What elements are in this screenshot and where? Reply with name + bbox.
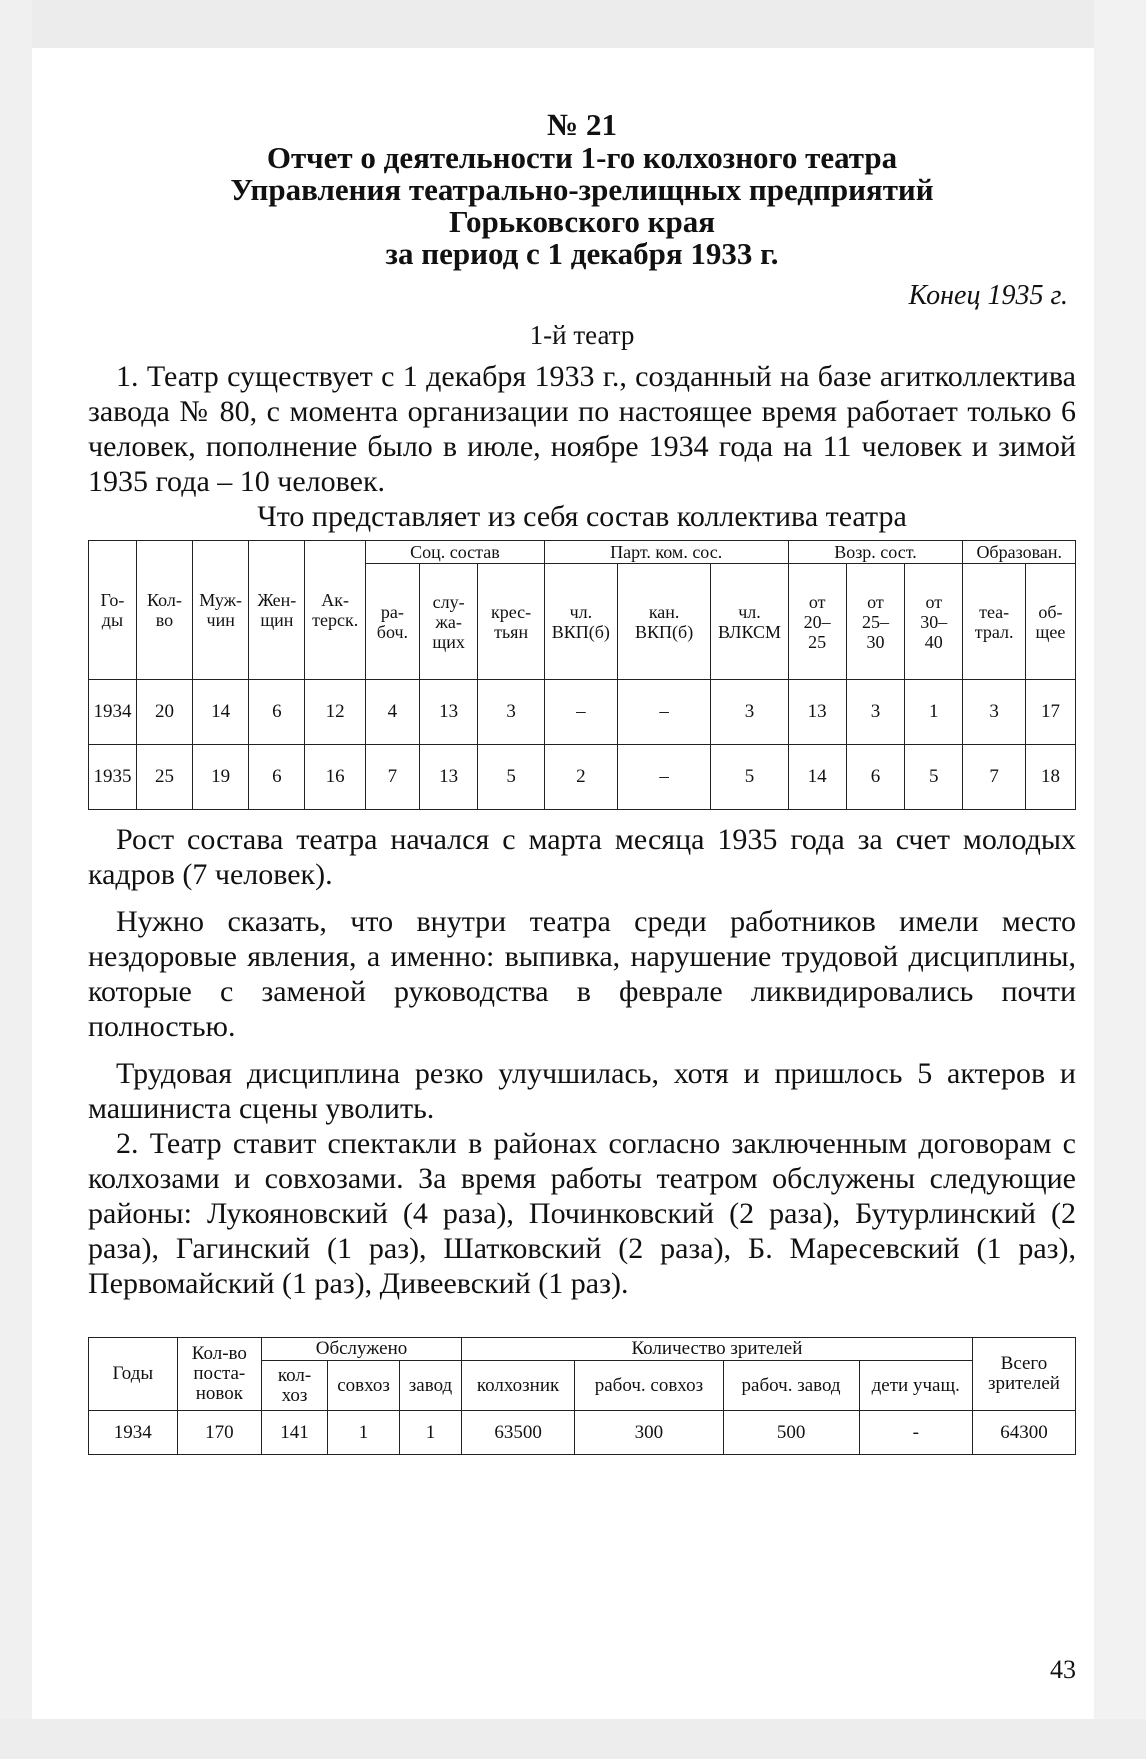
- table-cell: 1934: [89, 680, 137, 745]
- table-cell: 1: [327, 1411, 399, 1455]
- group-header-education: Образован.: [963, 541, 1076, 564]
- document-page: [88, 108, 1076, 1455]
- header-cell: от 30– 40: [905, 564, 963, 680]
- header-cell: Муж- чин: [193, 541, 249, 680]
- paragraph-5: 2. Театр ставит спектакли в районах согласно заключенным договорам с колхозами и совхозами. За время работы театром обслужены следующие районы: Лукояновский (4 раза), Починковский (2 раза), Бутурлинский (2 раза), Гагинский (1 раз), Шатковский (2 раза), Б. Маресевский (1 раз), Первомайский (1 раз), Дивеевский (1 раз).: [88, 1127, 1076, 1300]
- table-cell: 20: [136, 680, 192, 745]
- table-cell: 1935: [89, 745, 137, 810]
- table-cell: 7: [963, 745, 1025, 810]
- header-cell: дети учащ.: [859, 1361, 972, 1411]
- table-cell: 63500: [461, 1411, 574, 1455]
- header-cell: об- щее: [1025, 564, 1075, 680]
- header-cell: от 20– 25: [788, 564, 846, 680]
- table-cell: 3: [478, 680, 545, 745]
- header-cell: рабоч. завод: [723, 1361, 859, 1411]
- table-cell: 300: [575, 1411, 723, 1455]
- header-cell: рабоч. совхоз: [575, 1361, 723, 1411]
- header-cell: крес- тьян: [478, 564, 545, 680]
- table-cell: 5: [711, 745, 788, 810]
- document-number: № 21: [547, 107, 617, 142]
- group-header-age: Возр. сост.: [788, 541, 963, 564]
- table-cell: 13: [788, 680, 846, 745]
- table-row: [89, 745, 1076, 810]
- table-cell: 3: [846, 680, 904, 745]
- header-cell: чл. ВКП(б): [544, 564, 617, 680]
- table-cell: 141: [262, 1411, 328, 1455]
- table-cell: 500: [723, 1411, 859, 1455]
- header-cell: Кол- во: [136, 541, 192, 680]
- scan-margin-right: [1094, 0, 1146, 1759]
- table-cell: 12: [305, 680, 365, 745]
- table-cell: –: [617, 680, 711, 745]
- table-cell: 14: [193, 680, 249, 745]
- title-line: за период с 1 декабря 1933 г.: [385, 236, 779, 271]
- table-cell: -: [859, 1411, 972, 1455]
- table-cell: 17: [1025, 680, 1075, 745]
- table-cell: –: [544, 680, 617, 745]
- paragraph-2: Рост состава театра начался с марта месяца 1935 года за счет молодых кадров (7 человек).: [88, 823, 1076, 891]
- header-cell: Го- ды: [89, 541, 137, 680]
- staff-composition-table: [88, 540, 1076, 810]
- group-header-party: Парт. ком. сос.: [544, 541, 788, 564]
- table-cell: 64300: [972, 1411, 1075, 1455]
- table-cell: 19: [193, 745, 249, 810]
- table-cell: 18: [1025, 745, 1075, 810]
- header-cell: завод: [400, 1361, 462, 1411]
- scan-margin-bottom: [0, 1719, 1146, 1759]
- document-title: [88, 142, 1076, 270]
- header-cell: кол- хоз: [262, 1361, 328, 1411]
- performances-table: [88, 1337, 1076, 1455]
- group-header-served: Обслужено: [262, 1338, 462, 1361]
- header-cell: ра- боч.: [365, 564, 419, 680]
- table-cell: 3: [711, 680, 788, 745]
- header-cell: колхозник: [461, 1361, 574, 1411]
- table-cell: 16: [305, 745, 365, 810]
- header-cell: Всего зрителей: [972, 1338, 1075, 1411]
- table-cell: 170: [177, 1411, 261, 1455]
- paragraph-4: Трудовая дисциплина резко улучшилась, хотя и пришлось 5 актеров и машиниста сцены уволить.: [88, 1057, 1076, 1125]
- table-cell: 5: [478, 745, 545, 810]
- table-cell: 3: [963, 680, 1025, 745]
- table-cell: 1: [400, 1411, 462, 1455]
- header-cell: Жен- щин: [249, 541, 305, 680]
- table1-caption: Что представляет из себя состав коллектива театра: [257, 500, 907, 533]
- scan-margin-left: [0, 0, 32, 1759]
- header-cell: теа- трал.: [963, 564, 1025, 680]
- title-line: Горьковского края: [448, 204, 716, 239]
- table-cell: 14: [788, 745, 846, 810]
- table-cell: 1934: [89, 1411, 178, 1455]
- page-number: 43: [1050, 1655, 1076, 1684]
- table-cell: 6: [249, 680, 305, 745]
- paragraph-3: Нужно сказать, что внутри театра среди работников имели место нездоровые явления, а именно: выпивка, нарушение трудовой дисциплины, которые с заменой руководства в феврале ликвидировались почти полностью.: [88, 905, 1076, 1043]
- header-cell: Годы: [89, 1338, 178, 1411]
- header-cell: слу- жа- щих: [419, 564, 477, 680]
- section-subtitle: 1-й театр: [529, 320, 635, 350]
- table-cell: –: [617, 745, 711, 810]
- table-cell: 2: [544, 745, 617, 810]
- table-cell: 5: [905, 745, 963, 810]
- table-cell: 6: [846, 745, 904, 810]
- header-cell: Ак- терск.: [305, 541, 365, 680]
- table-cell: 7: [365, 745, 419, 810]
- header-cell: от 25– 30: [846, 564, 904, 680]
- table-cell: 25: [136, 745, 192, 810]
- table-cell: 6: [249, 745, 305, 810]
- group-header-social: Соц. состав: [365, 541, 544, 564]
- table-cell: 4: [365, 680, 419, 745]
- table-row: [89, 680, 1076, 745]
- scan-margin-top: [0, 0, 1146, 48]
- table-cell: 13: [419, 680, 477, 745]
- header-cell: кан. ВКП(б): [617, 564, 711, 680]
- header-cell: совхоз: [327, 1361, 399, 1411]
- paragraph-1: 1. Театр существует с 1 декабря 1933 г., созданный на базе агитколлектива завода № 80, с момента организации по настоящее время работает только 6 человек, пополнение было в июле, ноябре 1934 года на 11 человек и зимой 1935 года – 10 человек.: [88, 360, 1076, 498]
- document-date: Конец 1935 г.: [908, 280, 1068, 311]
- group-header-spectators: Количество зрителей: [461, 1338, 972, 1361]
- header-cell: Кол-во поста- новок: [177, 1338, 261, 1411]
- title-line: Управления театрально-зрелищных предприятий: [230, 172, 934, 207]
- table-row: [89, 1411, 1076, 1455]
- table-cell: 1: [905, 680, 963, 745]
- table-cell: 13: [419, 745, 477, 810]
- title-line: Отчет о деятельности 1-го колхозного театра: [266, 140, 898, 175]
- header-cell: чл. ВЛКСМ: [711, 564, 788, 680]
